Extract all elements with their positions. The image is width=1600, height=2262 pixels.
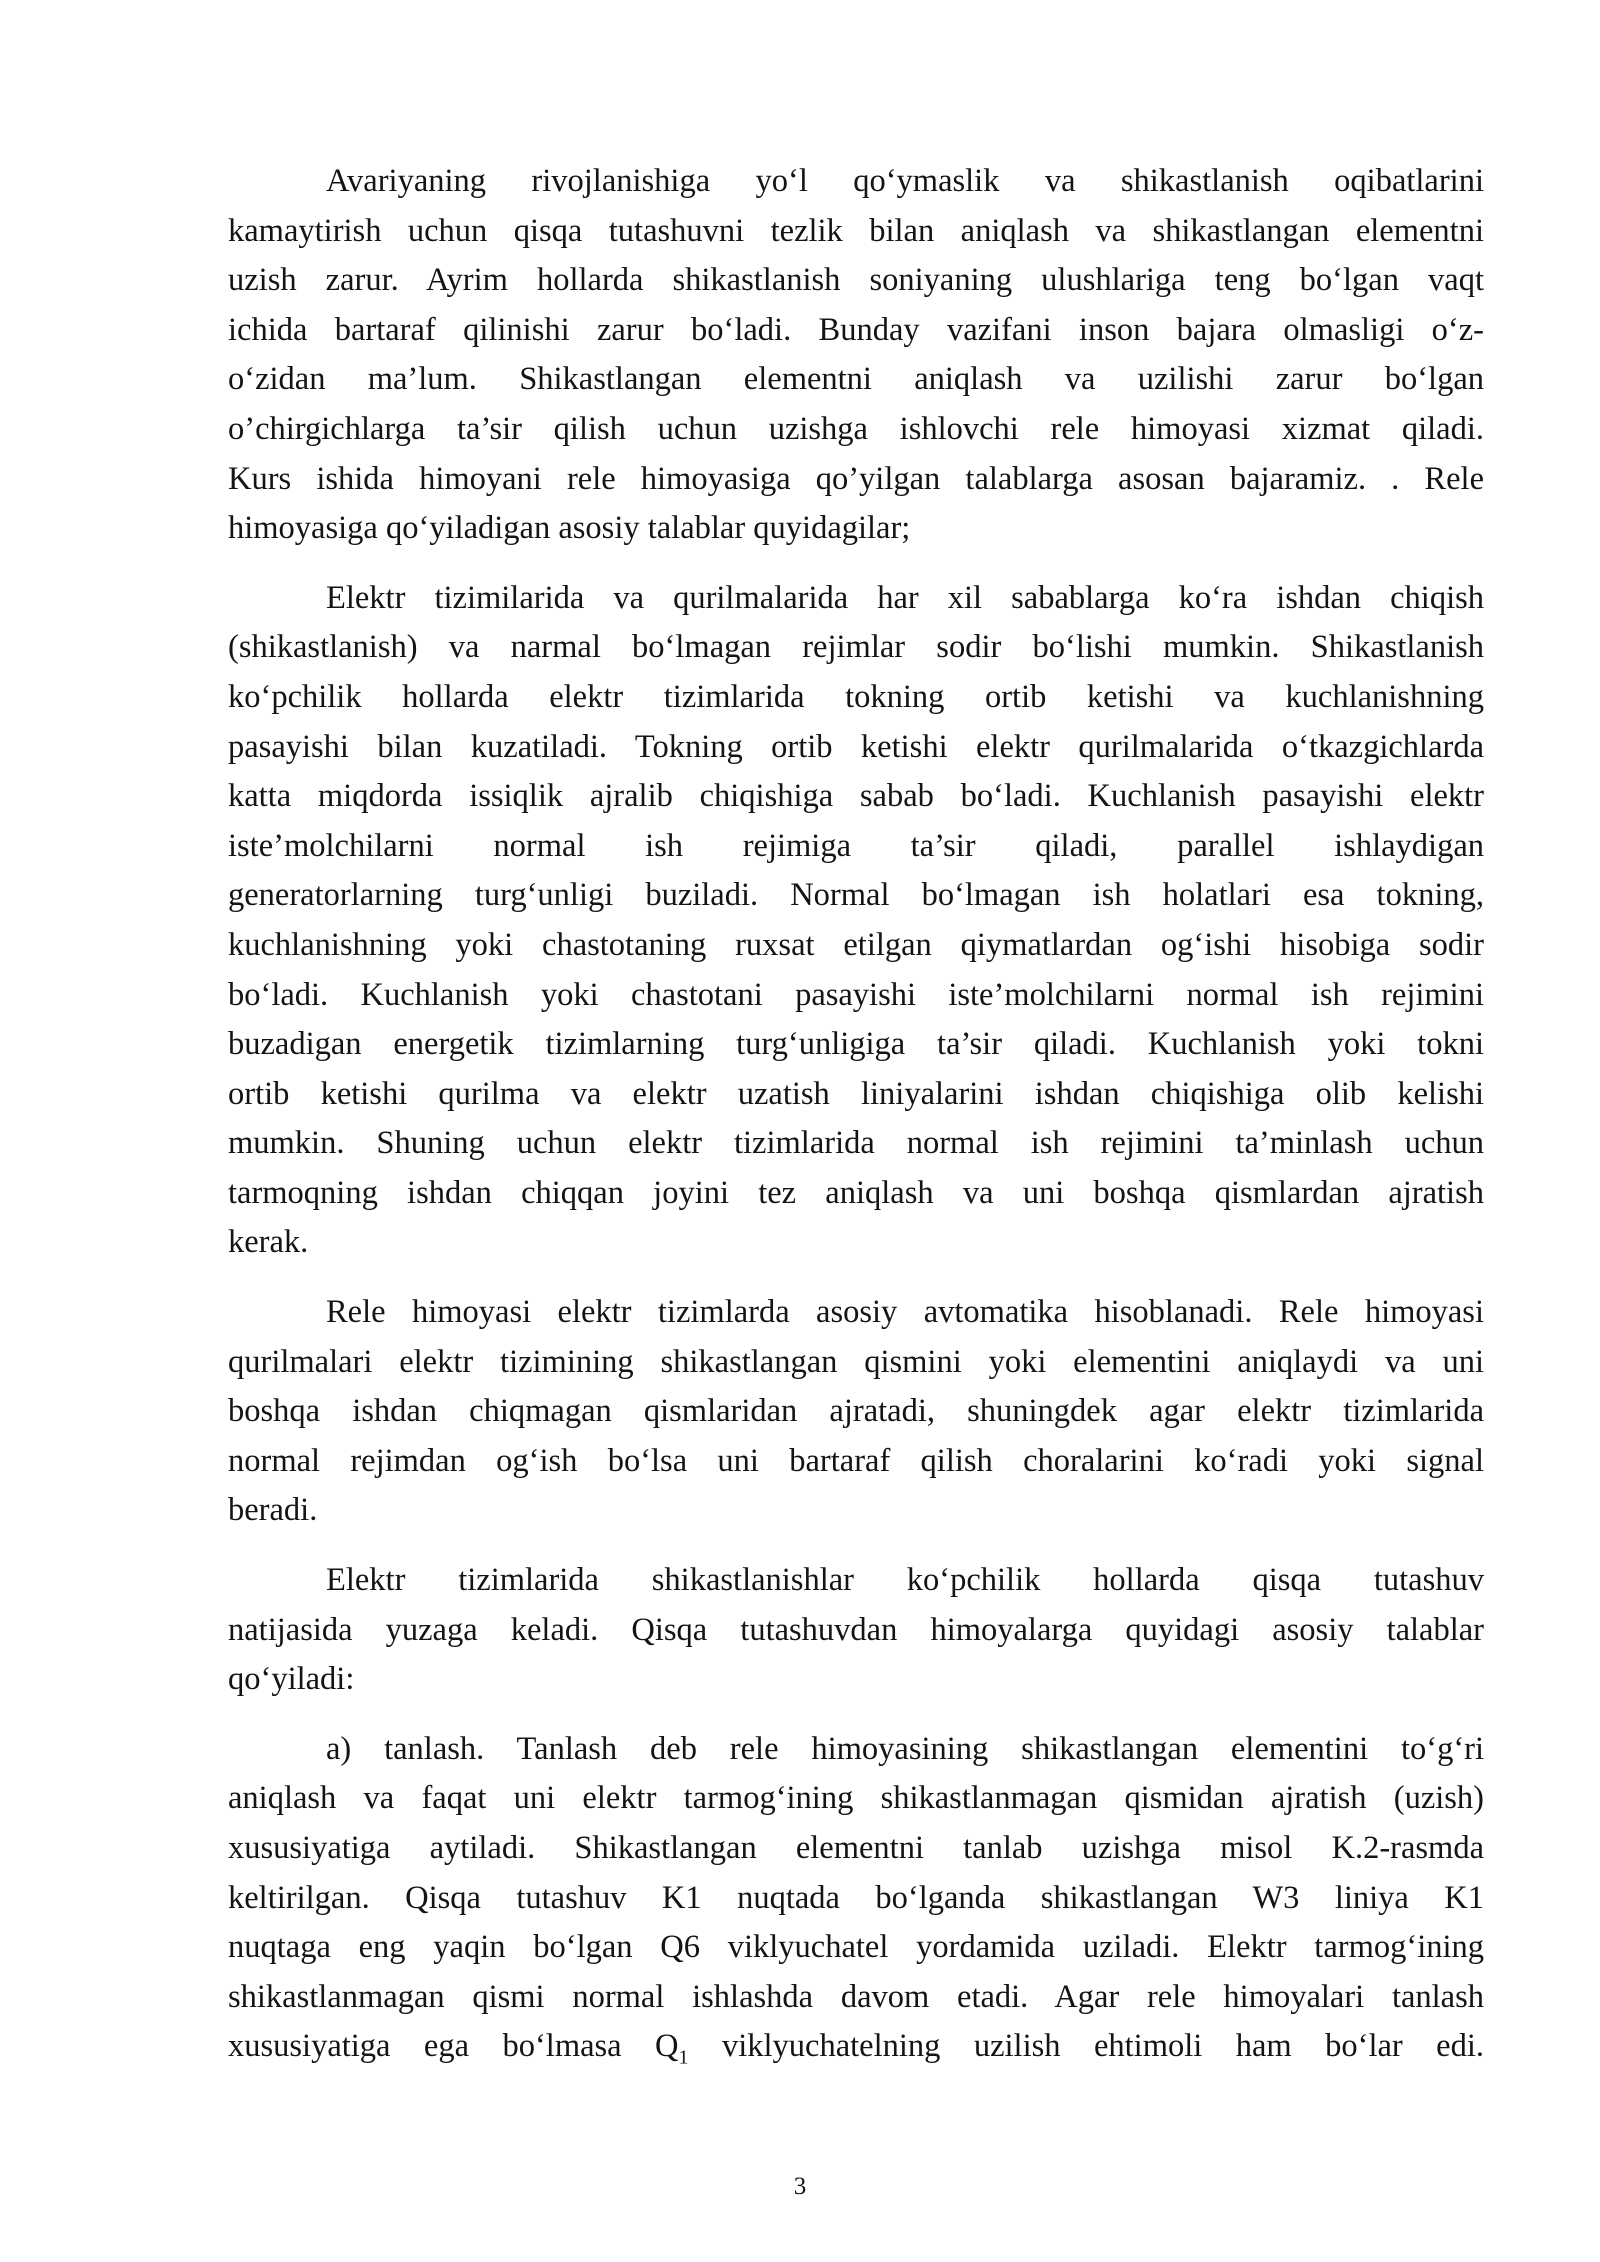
text-line: (shikastlanish) va narmal bo‘lmagan rejimlar sodir bo‘lishi mumkin. Shikastlanish (228, 629, 1484, 666)
text-line: ko‘pchilik hollarda elektr tizimlarida tokning ortib ketishi va kuchlanishning (228, 678, 1484, 715)
text-line: qo‘yiladi: (228, 1661, 355, 1698)
text-line-with-subscript (228, 2022, 1484, 2072)
text-line: pasayishi bilan kuzatiladi. Tokning ortib ketishi elektr qurilmalarida o‘tkazgichlarda (228, 728, 1484, 765)
paragraph-4 (228, 1556, 1484, 1705)
text-line: Kurs ishida himoyani rele himoyasiga qo’yilgan talablarga asosan bajaramiz. . Rele (228, 460, 1484, 497)
text-segment: xususiyatiga ega bo‘lmasa Q (228, 2028, 679, 2065)
text-line: iste’molchilarni normal ish rejimiga ta’sir qiladi, parallel ishlaydigan (228, 827, 1484, 864)
text-line: a) tanlash. Tanlash deb rele himoyasining shikastlangan elementini to‘g‘ri (326, 1730, 1484, 1767)
subscript-index: 1 (678, 2046, 689, 2069)
text-line: kamaytirish uchun qisqa tutashuvni tezlik bilan aniqlash va shikastlangan elementni (228, 212, 1484, 249)
text-line: Elektr tizimlarida shikastlanishlar ko‘pchilik hollarda qisqa tutashuv (326, 1562, 1484, 1599)
text-line: tarmoqning ishdan chiqqan joyini tez aniqlash va uni boshqa qismlardan ajratish (228, 1174, 1484, 1211)
text-line: boshqa ishdan chiqmagan qismlaridan ajratadi, shuningdek agar elektr tizimlarida (228, 1393, 1484, 1430)
text-line: bo‘ladi. Kuchlanish yoki chastotani pasayishi iste’molchilarni normal ish rejimini (228, 976, 1484, 1013)
text-line: o’chirgichlarga ta’sir qilish uchun uzishga ishlovchi rele himoyasi xizmat qiladi. (228, 410, 1484, 447)
paragraph-3 (228, 1288, 1484, 1536)
text-line: uzish zarur. Ayrim hollarda shikastlanish soniyaning ulushlariga teng bo‘lgan vaqt (228, 262, 1484, 299)
text-line: beradi. (228, 1492, 318, 1529)
text-line: kerak. (228, 1224, 309, 1261)
text-line: mumkin. Shuning uchun elektr tizimlarida normal ish rejimini ta’minlash uchun (228, 1125, 1484, 1162)
text-line: buzadigan energetik tizimlarning turg‘unligiga ta’sir qiladi. Kuchlanish yoki tokni (228, 1026, 1484, 1063)
page-number: 3 (793, 2173, 807, 2200)
text-line: nuqtaga eng yaqin bo‘lgan Q6 viklyuchatel yordamida uziladi. Elektr tarmog‘ining (228, 1929, 1484, 1966)
text-line: ichida bartaraf qilinishi zarur bo‘ladi. Bunday vazifani inson bajara olmasligi o‘z- (228, 311, 1484, 348)
text-line: natijasida yuzaga keladi. Qisqa tutashuvdan himoyalarga quyidagi asosiy talablar (228, 1611, 1484, 1648)
text-line: ortib ketishi qurilma va elektr uzatish liniyalarini ishdan chiqishiga olib kelishi (228, 1075, 1484, 1112)
text-line: Avariyaning rivojlanishiga yo‘l qo‘ymaslik va shikastlanish oqibatlarini (326, 163, 1484, 199)
text-line: xususiyatiga aytiladi. Shikastlangan elementni tanlab uzishga misol K.2-rasmda (228, 1830, 1484, 1866)
text-line: qurilmalari elektr tizimining shikastlangan qismini yoki elementini aniqlaydi va uni (228, 1343, 1484, 1380)
text-line: aniqlash va faqat uni elektr tarmog‘ining shikastlanmagan qismidan ajratish (uzish) (228, 1780, 1484, 1817)
text-line: o‘zidan ma’lum. Shikastlangan elementni aniqlash va uzilishi zarur bo‘lgan (228, 361, 1484, 398)
paragraph-1 (228, 157, 1484, 554)
text-line: shikastlanmagan qismi normal ishlashda davom etadi. Agar rele himoyalari tanlash (228, 1978, 1484, 2015)
paragraph-5 (228, 1725, 1484, 2072)
text-segment: viklyuchatelning uzilish ehtimoli ham bo‘lar edi. (688, 2028, 1484, 2065)
text-line: kuchlanishning yoki chastotaning ruxsat etilgan qiymatlardan og‘ishi hisobiga sodir (228, 926, 1484, 963)
text-line: katta miqdorda issiqlik ajralib chiqishiga sabab bo‘ladi. Kuchlanish pasayishi elektr (228, 778, 1484, 815)
text-line: generatorlarning turg‘unligi buziladi. Normal bo‘lmagan ish holatlari esa tokning, (228, 877, 1484, 914)
text-line: normal rejimdan og‘ish bo‘lsa uni bartaraf qilish choralarini ko‘radi yoki signal (228, 1442, 1484, 1479)
text-line: Rele himoyasi elektr tizimlarda asosiy avtomatika hisoblanadi. Rele himoyasi (326, 1294, 1484, 1331)
body-text (228, 157, 1484, 2092)
paragraph-2 (228, 574, 1484, 1268)
text-line: keltirilgan. Qisqa tutashuv K1 nuqtada bo‘lganda shikastlangan W3 liniya K1 (228, 1879, 1484, 1916)
text-line: himoyasiga qo‘yiladigan asosiy talablar quyidagilar; (228, 510, 911, 547)
text-line: Elektr tizimilarida va qurilmalarida har xil sabablarga ko‘ra ishdan chiqish (326, 579, 1484, 616)
